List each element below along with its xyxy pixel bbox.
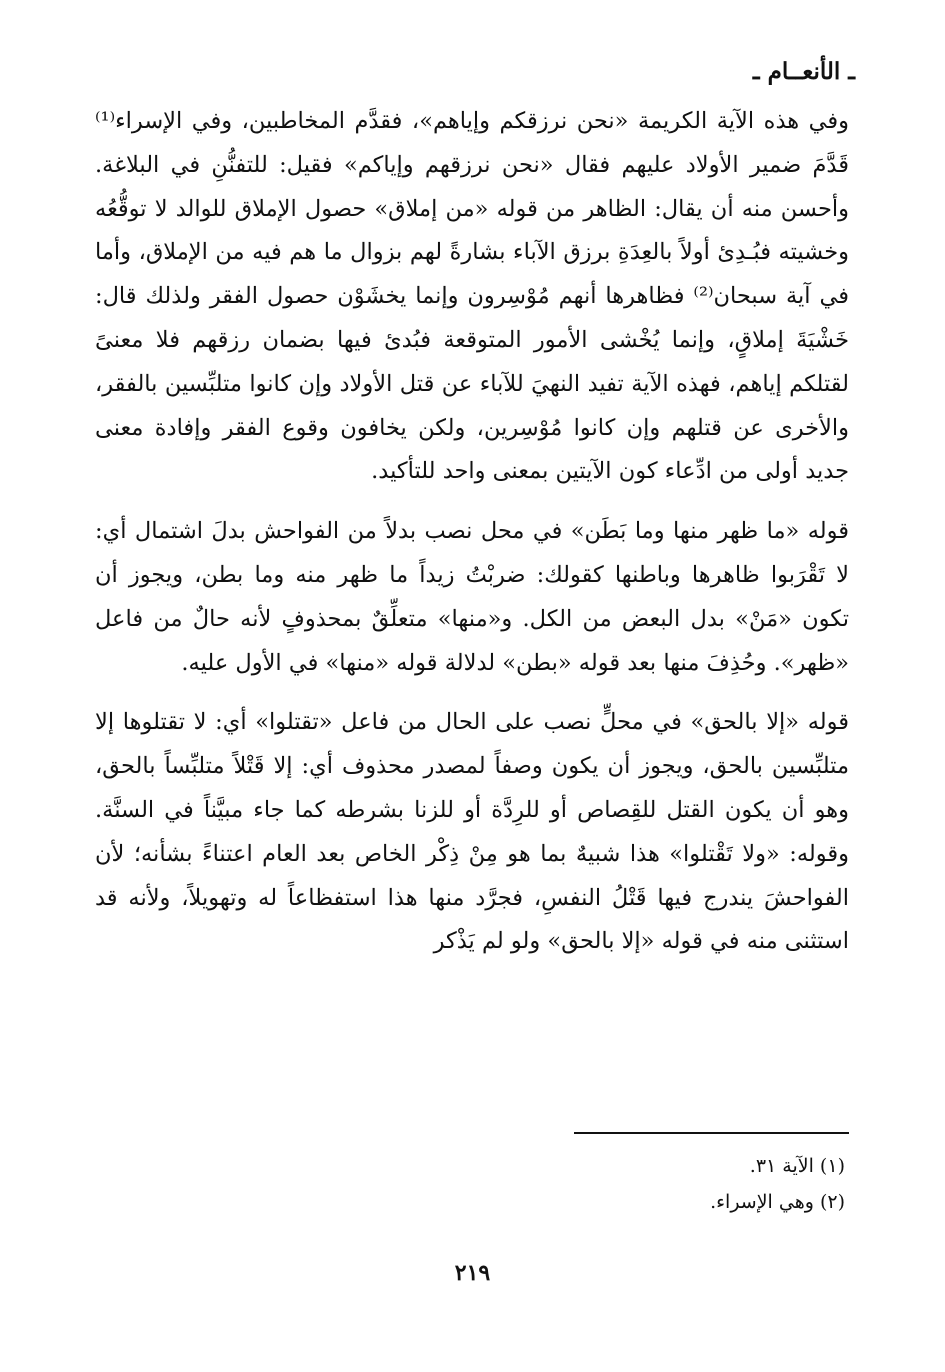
paragraph-2: قوله «ما ظهر منها وما بَطَن» في محل نصب بدلاً من الفواحش بدلَ اشتمال أي: لا تَقْرَبوا ظاهرها وباطنها كقولك: ضربْتُ زيداً ما ظهر منه وما بطن، ويجوز أن تكون «مَنْ» بدل البعض من الكل. و«منها» متعلِّقٌ بمحذوفٍ لأنه حالٌ من فاعل «ظهر». وحُذِفَ منها بعد قوله «بطن» لدلالة قوله «منها» في الأول عليه. <box>95 518 849 676</box>
footnote-1: (١) الآية ٣١. <box>749 1155 845 1177</box>
footnote-divider <box>574 1132 849 1134</box>
page-number: ٢١٩ <box>454 1260 491 1286</box>
paragraph-3: قوله «إلا بالحق» في محلٍّ نصب على الحال من فاعل «تقتلوا» أي: لا تقتلوها إلا متلبِّسين بالحق، ويجوز أن يكون وصفاً لمصدر محذوف أي: إلا قَتْلاً متلبِّساً بالحق، وهو أن يكون القتل للقِصاص أو للرِدَّة أو للزنا بشرطه كما جاء مبيَّناً في السنَّة. وقوله: «ولا تَقْتلوا» هذا شبيهٌ بما هو مِنْ ذِكْر الخاص بعد العام اعتناءً بشأنه؛ لأن الفواحشَ يندرج فيها قَتْلُ النفسِ، فجرَّد منها هذا استفظاعاً له وتهويلاً، ولأنه قد استثنى منه في قوله «إلا بالحق» ولو لم يَذْكر <box>95 709 849 955</box>
footnotes <box>105 1148 845 1220</box>
main-text <box>95 100 849 964</box>
paragraph-1: وفي هذه الآية الكريمة «نحن نرزقكم وإياهم»، فقدَّم المخاطبين، وفي الإسراء⁽¹⁾ قَدَّمَ ضمير الأولاد عليهم فقال «نحن نرزقهم وإياكم» فقيل: للتفنُّنِ في البلاغة. وأحسن منه أن يقال: الظاهر من قوله «من إملاق» حصول الإملاق للوالد لا توقُّعُه وخشيته فبُـدِئ أولاً بالعِدَةِ برزق الآباء بشارةً لهم بزوال ما هم فيه من الإملاق، وأما في آية سبحان⁽²⁾ فظاهرها أنهم مُوْسِرون وإنما يخشَوْن حصول الفقر ولذلك قال: خَشْيَةَ إملاقٍ، وإنما يُخْشى الأمور المتوقعة فبُدئ فيها بضمان رزقهم فلا معنىً لقتلكم إياهم، فهذه الآية تفيد النهيَ للآباء عن قتل الأولاد وإن كانوا متلبِّسين بالفقر، والأخرى عن قتلهم وإن كانوا مُوْسِرين، ولكن يخافون وقوع الفقر وإفادة معنى جديد أولى من ادِّعاء كون الآيتين بمعنى واحد للتأكيد. <box>95 108 849 485</box>
running-header: ـ الأنعــام ـ <box>752 58 855 85</box>
footnote-2: (٢) وهي الإسراء. <box>710 1191 845 1213</box>
